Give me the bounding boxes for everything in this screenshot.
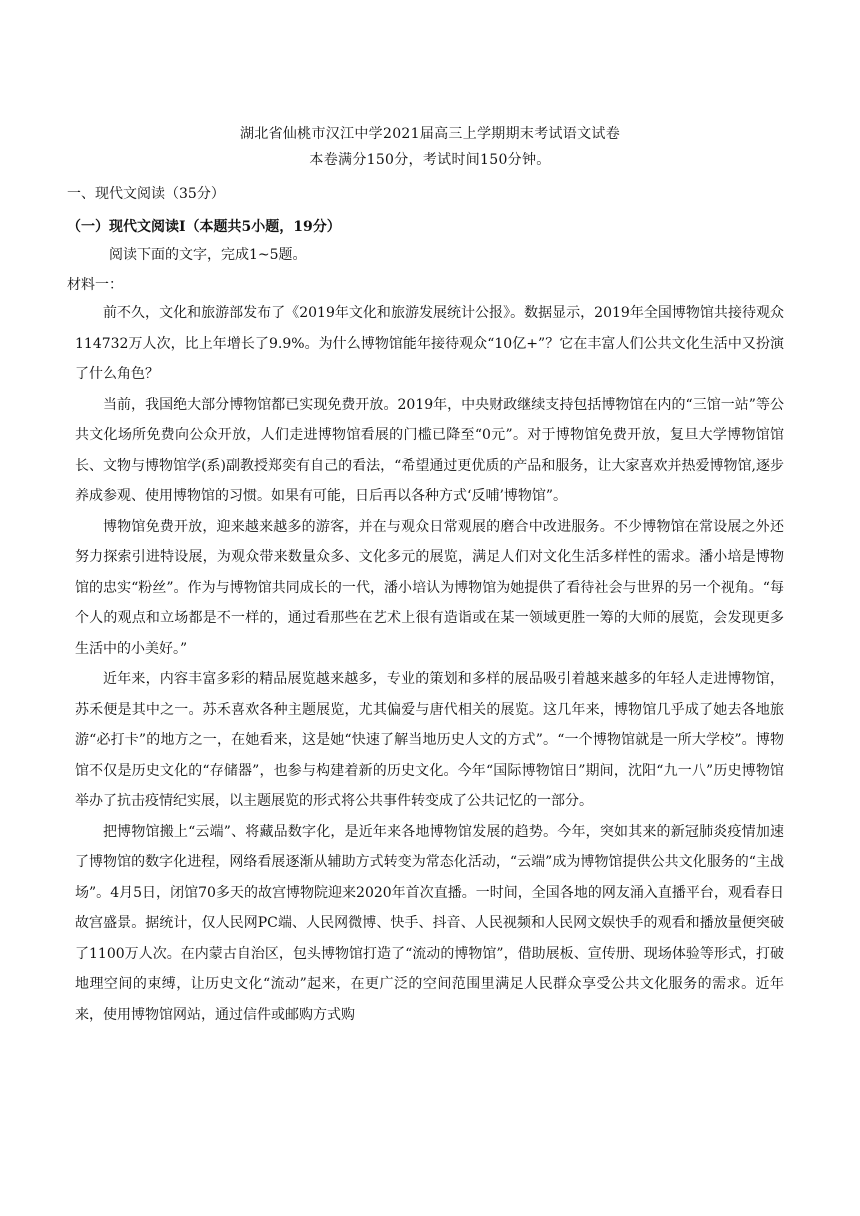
exam-title: 湖北省仙桃市汉江中学2021届高三上学期期末考试语文试卷 [239, 126, 621, 142]
exam-subtitle: 本卷满分150分，考试时间150分钟。 [309, 152, 551, 168]
section-heading: 一、现代文阅读（35分） [67, 186, 225, 202]
subsection-heading: （一）现代文阅读Ⅰ（本题共5小题，19分） [67, 219, 341, 235]
paragraph-1: 前不久，文化和旅游部发布了《2019年文化和旅游发展统计公报》。数据显示，2019年全国博物馆共接待观众114732万人次，比上年增长了9.9%。为什么博物馆能年接待观众“10亿+”？它在丰富人们公共文化生活中又扮演了什么角色？ [75, 305, 784, 382]
reading-instruction: 阅读下面的文字，完成1~5题。 [109, 247, 307, 263]
paragraph-3: 博物馆免费开放，迎来越来越多的游客，并在与观众日常观展的磨合中改进服务。不少博物馆在常设展之外还努力探索引进特设展，为观众带来数量众多、文化多元的展览，满足人们对文化生活多样性的需求。潘小培是博物馆的忠实“粉丝”。作为与博物馆共同成长的一代，潘小培认为博物馆为她提供了看待社会与世界的另一个视角。“每个人的观点和立场都是不一样的，通过看那些在艺术上很有造诣或在某一领域更胜一筹的大师的展览，会发现更多生活中的小美好。” [75, 518, 784, 657]
article-body [75, 298, 784, 1030]
paragraph-5: 把博物馆搬上“云端”、将藏品数字化，是近年来各地博物馆发展的趋势。今年，突如其来的新冠肺炎疫情加速了博物馆的数字化进程，网络看展逐渐从辅助方式转变为常态化活动，“云端”成为博物馆提供公共文化服务的“主战场”。4月5日，闭馆70多天的故宫博物院迎来2020年首次直播。一时间，全国各地的网友涌入直播平台，观看春日故宫盛景。据统计，仅人民网PC端、人民网微博、快手、抖音、人民视频和人民网文娱快手的观看和播放量便突破了1100万人次。在内蒙古自治区，包头博物馆打造了“流动的博物馆”，借助展板、宣传册、现场体验等形式，打破地理空间的束缚，让历史文化“流动”起来，在更广泛的空间范围里满足人民群众享受公共文化服务的需求。近年来，使用博物馆网站，通过信件或邮购方式购 [75, 823, 784, 1023]
material-label: 材料一： [67, 277, 123, 293]
paragraph-2: 当前，我国绝大部分博物馆都已实现免费开放。2019年，中央财政继续支持包括博物馆在内的“三馆一站”等公共文化场所免费向公众开放，人们走进博物馆看展的门槛已降至“0元”。对于博物馆免费开放，复旦大学博物馆馆长、文物与博物馆学(系)副教授郑奕有自己的看法，“希望通过更优质的产品和服务，让大家喜欢并热爱博物馆,逐步养成参观、使用博物馆的习惯。如果有可能，日后再以各种方式‘反哺’博物馆”。 [75, 396, 784, 504]
paragraph-4: 近年来，内容丰富多彩的精品展览越来越多，专业的策划和多样的展品吸引着越来越多的年轻人走进博物馆，苏禾便是其中之一。苏禾喜欢各种主题展览，尤其偏爱与唐代相关的展览。这几年来，博物馆几乎成了她去各地旅游“必打卡”的地方之一，在她看来，这是她“快速了解当地历史人文的方式”。“一个博物馆就是一所大学校”。博物馆不仅是历史文化的“存储器”，也参与构建着新的历史文化。今年“国际博物馆日”期间，沈阳“九一八”历史博物馆举办了抗击疫情纪实展，以主题展览的形式将公共事件转变成了公共记忆的一部分。 [75, 671, 784, 809]
